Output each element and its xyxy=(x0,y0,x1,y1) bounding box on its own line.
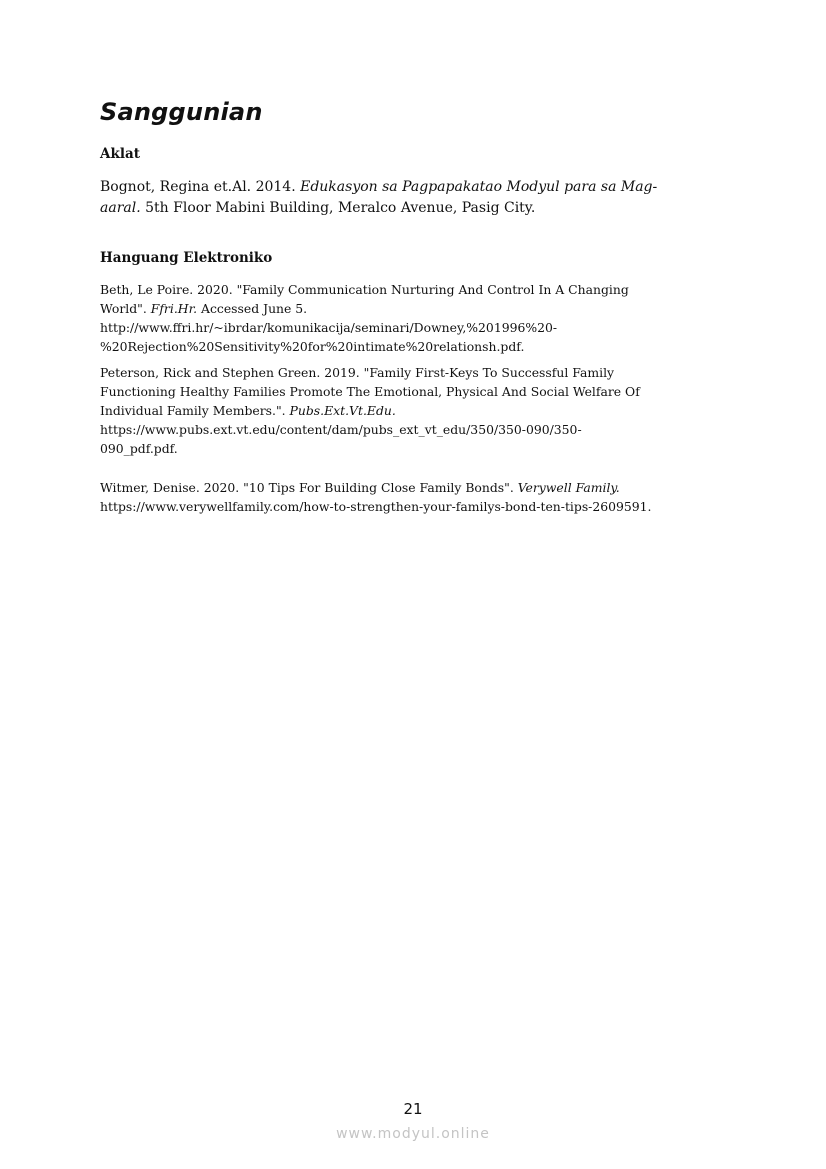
book-publisher: 5th Floor Mabini Building, Meralco Avenue, Pasig City. xyxy=(140,200,536,216)
reference-line: Beth, Le Poire. 2020. "Family Communication Nurturing And Control In A Changing xyxy=(100,282,629,297)
reference-text: World". xyxy=(100,301,151,316)
book-reference xyxy=(100,177,720,219)
reference-line: Functioning Healthy Families Promote The Emotional, Physical And Social Welfare Of xyxy=(100,384,640,399)
book-author-year: Bognot, Regina et.Al. 2014. xyxy=(100,179,301,195)
reference-url: 090_pdf.pdf. xyxy=(100,441,178,456)
reference-url: https://www.pubs.ext.vt.edu/content/dam/pubs_ext_vt_edu/350/350-090/350- xyxy=(100,422,582,437)
book-title-line1: Edukasyon sa Pagpapakatao Modyul para sa Mag- xyxy=(300,179,658,195)
reference-source: Ffri.Hr. xyxy=(150,301,198,316)
reference-source: Pubs.Ext.Vt.Edu. xyxy=(289,403,396,418)
reference-item xyxy=(100,280,740,356)
reference-item xyxy=(100,478,740,516)
watermark: www.modyul.online xyxy=(336,1126,490,1142)
reference-line xyxy=(100,299,740,318)
reference-line: Peterson, Rick and Stephen Green. 2019. "Family First-Keys To Successful Family xyxy=(100,365,615,380)
reference-source: Verywell Family. xyxy=(517,480,620,495)
reference-text: Individual Family Members.". xyxy=(100,403,290,418)
reference-url: http://www.ffri.hr/~ibrdar/komunikacija/seminari/Downey,%201996%20- xyxy=(100,320,558,335)
reference-line xyxy=(100,401,740,420)
reference-line xyxy=(100,478,740,497)
page-title: Sanggunian xyxy=(100,98,263,126)
reference-accessed: Accessed June 5. xyxy=(197,301,308,316)
reference-url: https://www.verywellfamily.com/how-to-strengthen-your-familys-bond-ten-tips-2609591. xyxy=(100,499,652,514)
section-heading-hanguang-elektroniko: Hanguang Elektroniko xyxy=(100,250,273,266)
reference-text: Witmer, Denise. 2020. "10 Tips For Building Close Family Bonds". xyxy=(100,480,518,495)
reference-item xyxy=(100,363,740,458)
reference-url: %20Rejection%20Sensitivity%20for%20intimate%20relationsh.pdf. xyxy=(100,339,525,354)
page-number: 21 xyxy=(403,1100,423,1118)
section-heading-aklat: Aklat xyxy=(100,146,140,162)
book-title-line2: aaral. xyxy=(100,200,141,216)
